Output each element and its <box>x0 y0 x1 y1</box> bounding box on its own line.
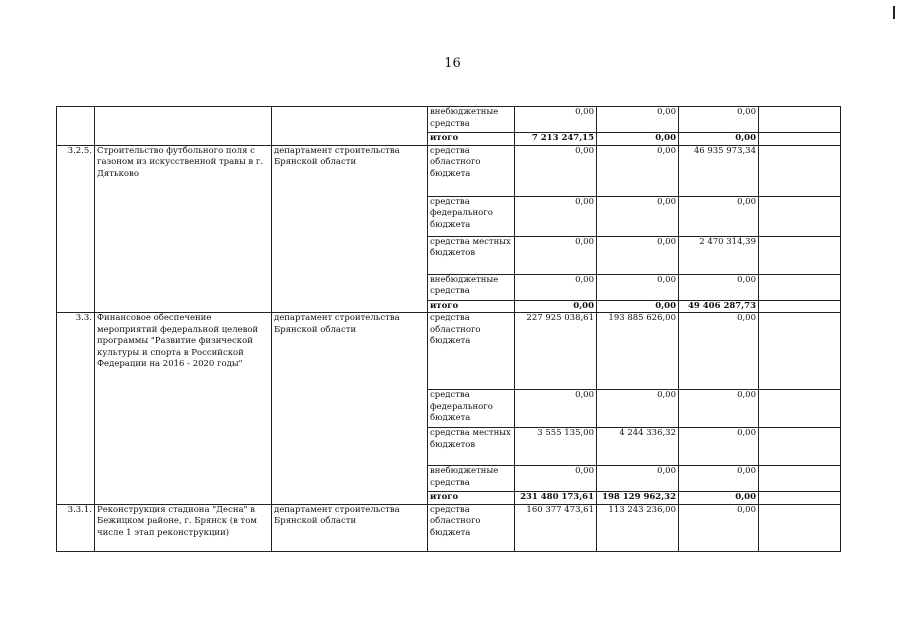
amount-cell-3: 0,00 <box>679 313 759 390</box>
funding-source-cell: итого <box>428 300 515 313</box>
amount-cell-2: 0,00 <box>597 390 679 428</box>
edge-mark <box>893 6 895 19</box>
amount-cell-2: 0,00 <box>597 274 679 300</box>
amount-cell-3: 0,00 <box>679 492 759 505</box>
item-name-cell: Строительство футбольного поля с газоном из искусственной травы в г. Дятьково <box>95 145 272 313</box>
amount-cell-1: 0,00 <box>515 466 597 492</box>
empty-cell <box>759 492 841 505</box>
funding-source-cell: средства местных бюджетов <box>428 428 515 466</box>
amount-cell-2: 0,00 <box>597 466 679 492</box>
amount-cell-2: 198 129 962,32 <box>597 492 679 505</box>
funding-source-cell: средства местных бюджетов <box>428 236 515 274</box>
budget-table-body <box>57 107 841 552</box>
item-index-cell: 3.2.5. <box>57 145 95 313</box>
empty-cell <box>759 133 841 146</box>
amount-cell-3: 0,00 <box>679 428 759 466</box>
item-name-cell: Реконструкция стадиона "Десна" в Бежицком районе, г. Брянск (в том числе 1 этап реконструкции) <box>95 504 272 551</box>
item-name-cell <box>95 107 272 146</box>
amount-cell-2: 0,00 <box>597 300 679 313</box>
amount-cell-3: 0,00 <box>679 274 759 300</box>
funding-source-cell: внебюджетные средства <box>428 466 515 492</box>
funding-source-cell: внебюджетные средства <box>428 274 515 300</box>
amount-cell-1: 231 480 173,61 <box>515 492 597 505</box>
amount-cell-3: 49 406 287,73 <box>679 300 759 313</box>
amount-cell-1: 0,00 <box>515 107 597 133</box>
item-index-cell <box>57 107 95 146</box>
funding-source-cell: средства областного бюджета <box>428 504 515 551</box>
budget-table <box>56 106 841 552</box>
table-row <box>57 145 841 196</box>
funding-source-cell: средства областного бюджета <box>428 145 515 196</box>
amount-cell-1: 227 925 038,61 <box>515 313 597 390</box>
amount-cell-1: 0,00 <box>515 300 597 313</box>
funding-source-cell: средства федерального бюджета <box>428 196 515 236</box>
amount-cell-3: 0,00 <box>679 133 759 146</box>
amount-cell-2: 0,00 <box>597 133 679 146</box>
amount-cell-3: 0,00 <box>679 107 759 133</box>
empty-cell <box>759 107 841 133</box>
funding-source-cell: итого <box>428 133 515 146</box>
empty-cell <box>759 504 841 551</box>
executor-cell: департамент строительства Брянской области <box>272 504 428 551</box>
amount-cell-1: 0,00 <box>515 196 597 236</box>
amount-cell-2: 0,00 <box>597 107 679 133</box>
empty-cell <box>759 196 841 236</box>
empty-cell <box>759 236 841 274</box>
empty-cell <box>759 466 841 492</box>
empty-cell <box>759 313 841 390</box>
item-index-cell: 3.3. <box>57 313 95 505</box>
amount-cell-2: 0,00 <box>597 196 679 236</box>
amount-cell-2: 0,00 <box>597 236 679 274</box>
amount-cell-3: 2 470 314,39 <box>679 236 759 274</box>
amount-cell-1: 0,00 <box>515 236 597 274</box>
empty-cell <box>759 274 841 300</box>
executor-cell: департамент строительства Брянской области <box>272 313 428 505</box>
amount-cell-1: 160 377 473,61 <box>515 504 597 551</box>
amount-cell-3: 0,00 <box>679 466 759 492</box>
empty-cell <box>759 300 841 313</box>
item-name-cell: Финансовое обеспечение мероприятий федеральной целевой программы "Развитие физической культуры и спорта в Российской Федерации на 2016 - 2020 годы" <box>95 313 272 505</box>
empty-cell <box>759 428 841 466</box>
funding-source-cell: внебюджетные средства <box>428 107 515 133</box>
amount-cell-2: 193 885 626,00 <box>597 313 679 390</box>
item-index-cell: 3.3.1. <box>57 504 95 551</box>
amount-cell-3: 0,00 <box>679 196 759 236</box>
amount-cell-3: 0,00 <box>679 504 759 551</box>
amount-cell-1: 0,00 <box>515 274 597 300</box>
empty-cell <box>759 145 841 196</box>
amount-cell-2: 113 243 236,00 <box>597 504 679 551</box>
table-row <box>57 107 841 133</box>
amount-cell-2: 4 244 336,32 <box>597 428 679 466</box>
table-row <box>57 313 841 390</box>
table-row <box>57 504 841 551</box>
page-number: 16 <box>444 56 461 71</box>
amount-cell-1: 0,00 <box>515 145 597 196</box>
amount-cell-2: 0,00 <box>597 145 679 196</box>
funding-source-cell: средства федерального бюджета <box>428 390 515 428</box>
amount-cell-3: 46 935 973,34 <box>679 145 759 196</box>
empty-cell <box>759 390 841 428</box>
amount-cell-1: 3 555 135,00 <box>515 428 597 466</box>
executor-cell: департамент строительства Брянской области <box>272 145 428 313</box>
executor-cell <box>272 107 428 146</box>
amount-cell-3: 0,00 <box>679 390 759 428</box>
funding-source-cell: средства областного бюджета <box>428 313 515 390</box>
funding-source-cell: итого <box>428 492 515 505</box>
amount-cell-1: 7 213 247,15 <box>515 133 597 146</box>
amount-cell-1: 0,00 <box>515 390 597 428</box>
